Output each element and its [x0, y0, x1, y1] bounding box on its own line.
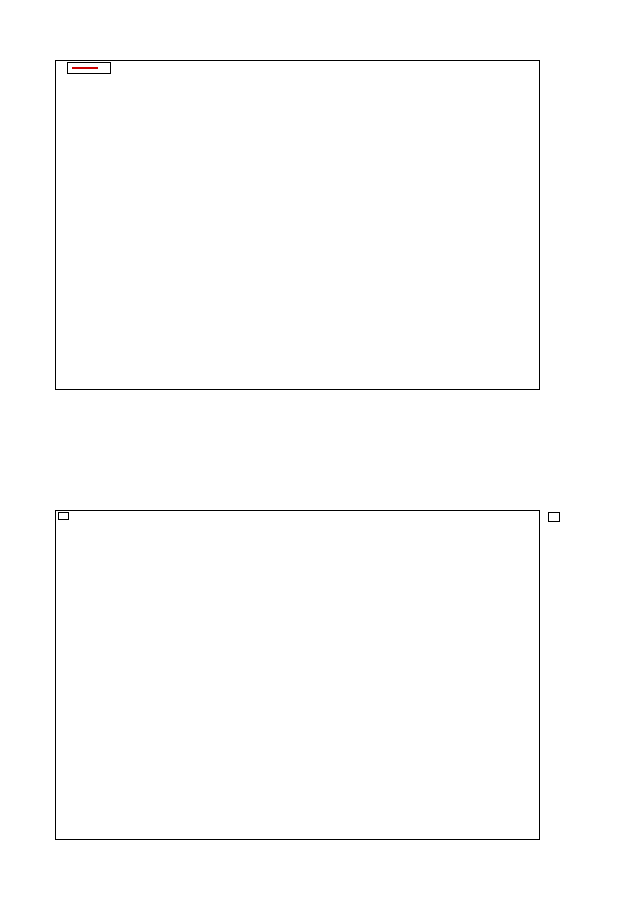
top-chart-title [0, 0, 640, 10]
spi-category-legend [58, 512, 69, 520]
top-plot-area [55, 60, 540, 390]
legend-line-swatch [72, 67, 98, 69]
top-legend [67, 62, 111, 74]
bottom-right-legend [548, 512, 560, 522]
bottom-chart-title [0, 450, 640, 462]
top-axes [55, 60, 540, 390]
bottom-plot-area [55, 510, 540, 840]
bottom-axes [55, 510, 540, 840]
legend-item-observed [72, 67, 104, 69]
